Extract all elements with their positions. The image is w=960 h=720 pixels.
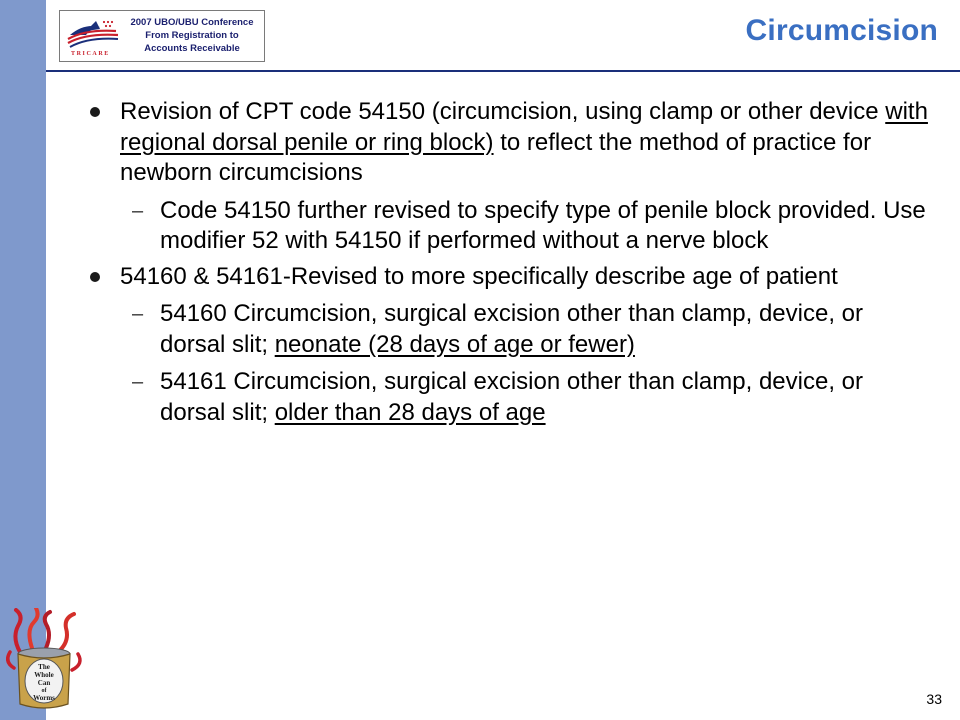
slide-body bbox=[88, 97, 928, 428]
bullet-text: Revision of CPT code 54150 (circumcision, using clamp or other device bbox=[120, 98, 886, 125]
worms-can-label-line-2: Whole bbox=[34, 671, 54, 679]
logo-line-3: Accounts Receivable bbox=[144, 43, 240, 54]
sub-bullet-item bbox=[88, 196, 928, 257]
bullet-item bbox=[88, 97, 928, 189]
bullet-item bbox=[88, 262, 928, 293]
conference-logo bbox=[59, 10, 265, 62]
bullet-dot-icon bbox=[90, 272, 100, 282]
whole-can-of-worms-icon bbox=[6, 608, 84, 712]
sub-bullet-item bbox=[88, 367, 928, 428]
slide-title: Circumcision bbox=[745, 14, 938, 47]
logo-line-1: 2007 UBO/UBU Conference bbox=[130, 17, 254, 28]
svg-text:TRICARE: TRICARE bbox=[71, 51, 110, 57]
header-divider bbox=[46, 70, 960, 72]
sub-bullet-text: 54160 Circumcision, surgical excision other than clamp, device, or dorsal slit; bbox=[160, 300, 863, 358]
bullet-underlined-text: with regional dorsal penile or ring block) bbox=[120, 98, 928, 156]
sub-bullet-underlined-text: neonate (28 days of age or fewer) bbox=[274, 330, 635, 358]
bullet-dot-icon bbox=[90, 107, 100, 117]
sub-bullet-text: Code 54150 further revised to specify type of penile block provided. Use modifier 52 with 54150 if performed without a nerve block bbox=[160, 196, 926, 254]
worms-can-label-line-5: Worms bbox=[33, 694, 55, 702]
sub-bullet-text: 54161 Circumcision, surgical excision other than clamp, device, or dorsal slit; bbox=[160, 368, 863, 426]
sub-bullet-item bbox=[88, 299, 928, 360]
worms-can-label-line-1: The bbox=[38, 663, 50, 671]
sub-bullet-underlined-text: older than 28 days of age bbox=[274, 398, 546, 426]
bullet-text: 54160 & 54161-Revised to more specifically describe age of patient bbox=[120, 262, 838, 290]
bullet-text-after: to reflect the method of practice for newborn circumcisions bbox=[120, 128, 872, 186]
conference-logo-text bbox=[121, 16, 263, 55]
sub-bullet-dash-icon: – bbox=[132, 199, 144, 222]
worms-can-label-line-3: Can bbox=[37, 679, 51, 687]
worms-can-label-line-4: of bbox=[41, 688, 47, 694]
sub-bullet-dash-icon: – bbox=[132, 303, 144, 325]
tricare-eagle-stripes-logo-icon bbox=[66, 17, 120, 57]
sub-bullet-dash-icon: – bbox=[132, 371, 144, 393]
page-number: 33 bbox=[926, 691, 942, 707]
logo-line-2: From Registration to bbox=[145, 30, 239, 41]
